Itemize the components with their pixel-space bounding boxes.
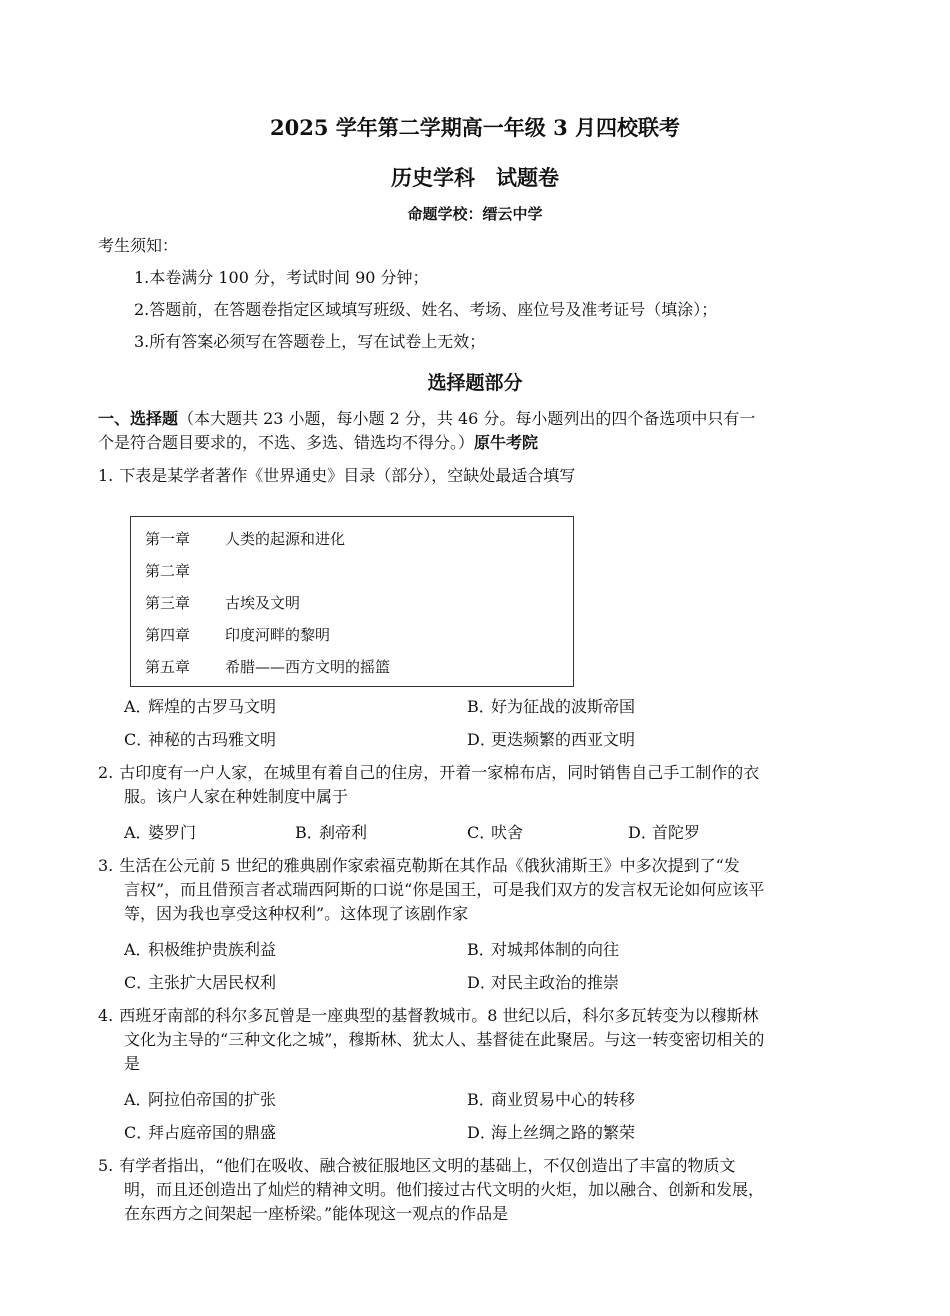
source-tag: 原牛考院	[474, 433, 539, 452]
option-b: B．好为征战的波斯帝国	[467, 697, 636, 716]
toc-chapter: 第四章	[145, 626, 191, 644]
setter-school: 命题学校：缙云中学	[407, 205, 543, 223]
toc-row	[145, 656, 390, 677]
toc-title: 人类的起源和进化	[225, 530, 346, 548]
section-label: 一、选择题	[98, 409, 179, 428]
section-description	[98, 409, 755, 429]
question-number: 4.	[98, 1006, 114, 1025]
option-d: D．海上丝绸之路的繁荣	[467, 1123, 636, 1142]
option-b: B．刹帝利	[295, 823, 368, 842]
notice-item: 2.答题前，在答题卷指定区域填写班级、姓名、考场、座位号及准考证号（填涂）；	[134, 300, 718, 319]
question-stem-cont: 在东西方之间架起一座桥梁。”能体现这一观点的作品是	[124, 1204, 509, 1223]
toc-title: 印度河畔的黎明	[225, 626, 331, 644]
notice-item: 1.本卷满分 100 分，考试时间 90 分钟；	[134, 268, 429, 287]
section-desc-line1: （本大题共 23 小题，每小题 2 分，共 46 分。每小题列出的四个备选项中只有一	[178, 409, 756, 428]
option-b: B．对城邦体制的向往	[467, 940, 620, 959]
option-c: C．神秘的古玛雅文明	[124, 730, 277, 749]
question-number: 3.	[98, 856, 114, 875]
subject-title: 历史学科 试题卷	[391, 165, 559, 190]
toc-row	[145, 592, 300, 613]
toc-title: 古埃及文明	[225, 594, 301, 612]
question-2	[98, 763, 759, 783]
toc-row	[145, 560, 225, 581]
question-stem-cont: 服。该户人家在种姓制度中属于	[124, 787, 349, 806]
toc-table	[130, 516, 574, 687]
question-number: 2.	[98, 763, 114, 782]
question-stem-cont: 等，因为我也享受这种权利”。这体现了该剧作家	[124, 904, 469, 923]
section-desc-line2: 个是符合题目要求的，不选、多选、错选均不得分。）	[98, 433, 475, 452]
question-1	[98, 466, 575, 486]
question-stem: 生活在公元前 5 世纪的雅典剧作家索福克勒斯在其作品《俄狄浦斯王》中多次提到了“发	[119, 856, 740, 875]
toc-row	[145, 528, 345, 549]
question-stem: 古印度有一户人家，在城里有着自己的住房，开着一家棉布店，同时销售自己手工制作的衣	[119, 763, 760, 782]
option-d: D．对民主政治的推崇	[467, 973, 620, 992]
question-number: 1.	[98, 466, 114, 485]
option-a: A．阿拉伯帝国的扩张	[124, 1090, 277, 1109]
exam-title: 2025 学年第二学期高一年级 3 月四校联考	[270, 115, 680, 140]
question-stem-cont: 言权”，而且借预言者忒瑞西阿斯的口说“你是国王，可是我们双方的发言权无论如何应该平	[124, 880, 765, 899]
option-c: C．拜占庭帝国的鼎盛	[124, 1123, 277, 1142]
toc-chapter: 第五章	[145, 658, 191, 676]
toc-title: 希腊——西方文明的摇篮	[225, 658, 391, 676]
option-a: A．婆罗门	[124, 823, 197, 842]
notice-heading: 考生须知：	[98, 236, 179, 255]
toc-chapter: 第二章	[145, 562, 191, 580]
section-title: 选择题部分	[427, 372, 523, 394]
question-4	[98, 1006, 759, 1026]
question-3	[98, 856, 740, 876]
option-d: D．更迭频繁的西亚文明	[467, 730, 636, 749]
option-a: A．积极维护贵族利益	[124, 940, 277, 959]
question-stem: 有学者指出，“他们在吸收、融合被征服地区文明的基础上，不仅创造出了丰富的物质文	[119, 1156, 736, 1175]
toc-chapter: 第一章	[145, 530, 191, 548]
question-stem: 西班牙南部的科尔多瓦曾是一座典型的基督教城市。8 世纪以后，科尔多瓦转变为以穆斯林	[119, 1006, 759, 1025]
option-a: A．辉煌的古罗马文明	[124, 697, 277, 716]
option-b: B．商业贸易中心的转移	[467, 1090, 636, 1109]
question-stem-cont: 明，而且还创造出了灿烂的精神文明。他们接过古代文明的火炬，加以融合、创新和发展，	[124, 1180, 765, 1199]
option-d: D．首陀罗	[628, 823, 701, 842]
toc-row	[145, 624, 330, 645]
question-stem-cont: 文化为主导的“三种文化之城”，穆斯林、犹太人、基督徒在此聚居。与这一转变密切相关的	[124, 1030, 765, 1049]
section-description-cont	[98, 433, 538, 453]
option-c: C．吠舍	[467, 823, 524, 842]
notice-item: 3.所有答案必须写在答题卷上，写在试卷上无效；	[134, 332, 486, 351]
question-stem-cont: 是	[124, 1054, 141, 1073]
question-5	[98, 1156, 735, 1176]
question-stem: 下表是某学者著作《世界通史》目录（部分），空缺处最适合填写	[119, 466, 576, 485]
question-number: 5.	[98, 1156, 114, 1175]
option-c: C．主张扩大居民权利	[124, 973, 277, 992]
toc-chapter: 第三章	[145, 594, 191, 612]
